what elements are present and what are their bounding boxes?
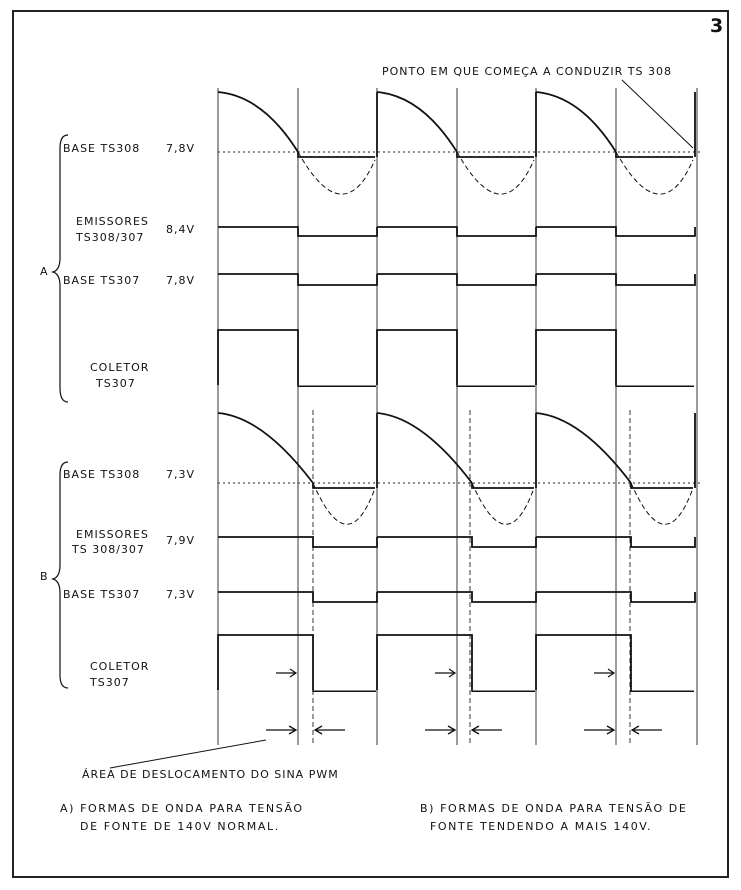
- caption-b-line1: B) FORMAS DE ONDA PARA TENSÃO DE: [420, 802, 688, 815]
- label-b-base-ts307: BASE TS307: [63, 588, 141, 601]
- pwm-arrow-right-2: [632, 726, 662, 734]
- group-b-base-ts308-decay-1: [377, 413, 472, 483]
- label-a-emissores: EMISSORES: [76, 215, 149, 228]
- pwm-edge-arrow-1: [435, 669, 455, 677]
- label-b-emissores-sub: TS 308/307: [72, 543, 145, 556]
- group-a-emissores-wave-1: [377, 227, 536, 236]
- annotation-leader-line: [622, 80, 693, 148]
- figure-number: 3: [710, 15, 724, 37]
- group-a-base-ts308-dashed-dip-1: [457, 152, 534, 194]
- group-a-base-ts308-decay-0: [218, 92, 298, 152]
- group-a-base-ts308-decay-1: [377, 92, 457, 152]
- group-b-base-ts308-flat-0: [313, 483, 375, 488]
- pwm-edge-arrow-0: [276, 669, 296, 677]
- group-a-base-ts307-wave-1: [377, 274, 536, 285]
- pwm-annotation-leader: [110, 740, 266, 768]
- group-a-base-ts308-dashed-dip-0: [298, 152, 375, 194]
- group-a-brace: [53, 135, 68, 402]
- caption-b-line2: FONTE TENDENDO A MAIS 140V.: [430, 820, 653, 833]
- group-a-coletor-ripple-0: [298, 385, 376, 386]
- group-b-coletor-ripple-1: [472, 690, 535, 691]
- group-a-base-ts308-flat-2: [616, 152, 693, 157]
- group-a-letter: A: [40, 265, 49, 278]
- group-a-coletor-high-1: [377, 330, 457, 385]
- group-b-coletor-ripple-0: [313, 690, 376, 691]
- group-a-coletor-ripple-1: [457, 385, 535, 386]
- label-b-coletor-sub: TS307: [90, 676, 130, 689]
- label-a-coletor: COLETOR: [90, 361, 150, 374]
- pwm-arrow-left-0: [266, 726, 296, 734]
- pwm-arrow-right-0: [315, 726, 345, 734]
- group-a-coletor-ripple-2: [616, 385, 694, 386]
- caption-a-line2: DE FONTE DE 140V NORMAL.: [80, 820, 280, 833]
- group-b-emissores-wave-1: [377, 537, 536, 547]
- group-b-base-ts308-dashed-dip-1: [472, 483, 534, 524]
- group-b-brace: [53, 462, 68, 688]
- label-b-base-ts308: BASE TS308: [63, 468, 141, 481]
- group-b-base-ts308-decay-0: [218, 413, 313, 483]
- group-b-base-ts308-dashed-dip-2: [631, 483, 693, 524]
- group-b-labels: [40, 468, 195, 689]
- group-a-base-ts307-wave-0: [218, 274, 377, 285]
- voltage-b-emissores: 7,9V: [166, 534, 196, 547]
- voltage-a-base-ts307: 7,8V: [166, 274, 196, 287]
- caption-a-line1: A) FORMAS DE ONDA PARA TENSÃO: [60, 802, 304, 815]
- group-b-coletor-high-2: [536, 635, 631, 690]
- group-b-emissores-wave-0: [218, 537, 377, 547]
- group-b-base-ts308-dashed-dip-0: [313, 483, 375, 524]
- group-b-base-ts308-decay-2: [536, 413, 631, 483]
- group-a-emissores-wave-2: [536, 227, 695, 236]
- voltage-a-emissores: 8,4V: [166, 223, 196, 236]
- pwm-area-annotation: ÁREA DE DESLOCAMENTO DO SINA PWM: [82, 768, 339, 781]
- label-a-coletor-sub: TS307: [96, 377, 136, 390]
- group-a-emissores-wave-0: [218, 227, 377, 236]
- group-a-base-ts308-decay-2: [536, 92, 616, 152]
- group-b-coletor-high-1: [377, 635, 472, 690]
- waveforms: [218, 88, 700, 745]
- pwm-arrow-left-2: [584, 726, 614, 734]
- group-b-coletor-ripple-2: [631, 690, 694, 691]
- group-a-base-ts308-flat-0: [298, 152, 375, 157]
- group-a-base-ts308-dashed-dip-2: [616, 152, 693, 194]
- pwm-edge-arrow-2: [594, 669, 614, 677]
- label-b-emissores: EMISSORES: [76, 528, 149, 541]
- conduction-point-annotation: PONTO EM QUE COMEÇA A CONDUZIR TS 308: [382, 65, 672, 78]
- pwm-arrow-right-1: [472, 726, 502, 734]
- group-b-letter: B: [40, 570, 49, 583]
- voltage-b-base-ts308: 7,3V: [166, 468, 196, 481]
- group-a-base-ts308-flat-1: [457, 152, 534, 157]
- label-a-base-ts307: BASE TS307: [63, 274, 141, 287]
- voltage-b-base-ts307: 7,3V: [166, 588, 196, 601]
- pwm-arrow-left-1: [425, 726, 455, 734]
- group-b-emissores-wave-2: [536, 537, 695, 547]
- group-b-base-ts308-flat-2: [631, 483, 693, 488]
- group-b-base-ts307-wave-2: [536, 592, 695, 602]
- label-a-emissores-sub: TS308/307: [76, 231, 145, 244]
- label-a-base-ts308: BASE TS308: [63, 142, 141, 155]
- group-b-base-ts308-flat-1: [472, 483, 534, 488]
- group-b-base-ts307-wave-1: [377, 592, 536, 602]
- label-b-coletor: COLETOR: [90, 660, 150, 673]
- group-a-coletor-high-0: [218, 330, 298, 385]
- group-a-labels: [40, 142, 195, 390]
- group-b-base-ts307-wave-0: [218, 592, 377, 602]
- group-b-coletor-high-0: [218, 635, 313, 690]
- group-a-coletor-high-2: [536, 330, 616, 385]
- voltage-a-base-ts308: 7,8V: [166, 142, 196, 155]
- group-a-base-ts307-wave-2: [536, 274, 695, 285]
